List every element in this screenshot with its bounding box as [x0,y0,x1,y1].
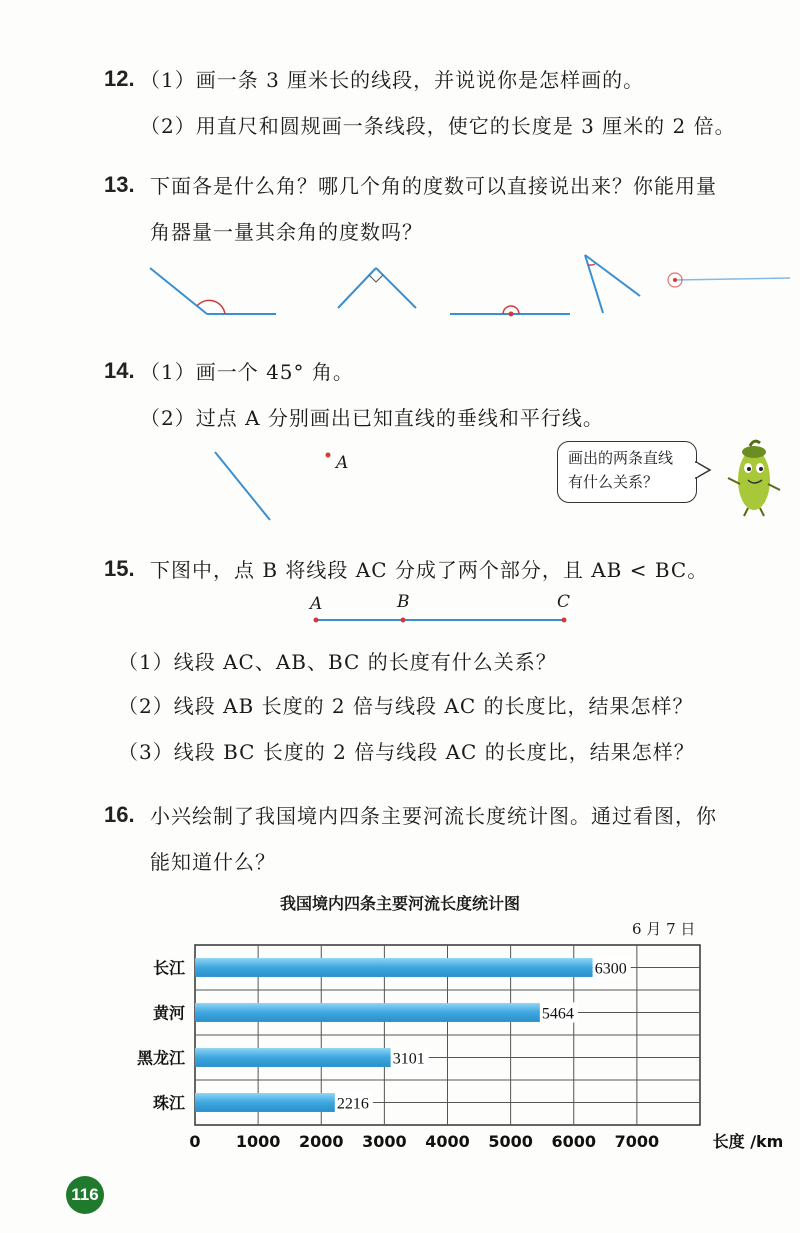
x-tick-label: 1000 [235,1132,281,1151]
x-tick-label: 4000 [425,1132,470,1151]
bar-value-label: 3101 [392,1050,425,1068]
category-label: 黄河 [152,1003,185,1023]
bar-1 [195,1003,540,1022]
q13-line1: 下面各是什么角？哪几个角的度数可以直接说出来？你能用量 [150,174,717,198]
bubble-line2: 有什么关系？ [568,473,659,491]
river-length-chart [0,940,800,1170]
x-tick-label: 7000 [614,1132,660,1151]
bubble-tail [696,462,716,482]
point-a-dot [314,618,319,623]
x-tick-label: 5000 [488,1132,533,1151]
q13-line2: 角器量一量其余角的度数吗？ [150,220,423,244]
q16-line2: 能知道什么？ [150,850,276,874]
category-label: 黑龙江 [136,1048,185,1068]
bar-2 [195,1048,391,1067]
x-tick-label: 2000 [298,1132,344,1151]
segment-label-c: C [557,592,571,612]
chart-title: 我国境内四条主要河流长度统计图 [279,894,520,913]
q14-part1: （1）画一个 45° 角。 [140,360,354,384]
bar-value-label: 6300 [594,960,627,978]
angle-figures [0,250,800,330]
obtuse-angle [150,268,276,314]
bar-value-label: 5464 [541,1005,574,1023]
right-angle [338,268,416,308]
x-tick-label: 3000 [362,1132,407,1151]
segment-ac-figure [0,612,800,632]
round-angle [668,273,790,287]
q15-number: 15. [104,556,135,581]
q12-part1: （1）画一条 3 厘米长的线段，并说说你是怎样画的。 [140,68,645,92]
q16-line1: 小兴绘制了我国境内四条主要河流长度统计图。通过看图，你 [150,804,717,828]
segment-label-a: A [310,594,323,614]
q12-number: 12. [104,66,135,91]
bar-3 [195,1093,335,1112]
point-b-dot [401,618,406,623]
category-label: 珠江 [152,1093,185,1113]
x-tick-label: 0 [189,1132,201,1151]
bar-value-label: 2216 [336,1095,369,1113]
q15-part3: （3）线段 BC 长度的 2 倍与线段 AC 的长度比，结果怎样？ [118,740,695,764]
point-a [326,453,331,458]
q16-number: 16. [104,802,135,827]
q15-part2: （2）线段 AB 长度的 2 倍与线段 AC 的长度比，结果怎样？ [118,694,694,718]
bubble-line1: 画出的两条直线 [568,449,674,467]
x-tick-label: 6000 [551,1132,597,1151]
chart-date: 6 月 7 日 [632,920,696,938]
point-a-label: A [336,453,349,473]
mascot-icon [720,438,790,518]
straight-angle [450,306,570,317]
point-c-dot [562,618,567,623]
acute-angle [585,255,640,313]
segment-label-b: B [397,592,410,612]
speech-bubble [557,441,697,503]
x-axis-label: 长度 /km [712,1132,784,1151]
page-number: 116 [66,1176,104,1214]
q14-number: 14. [104,358,135,383]
q15-intro: 下图中，点 B 将线段 AC 分成了两个部分，且 AB < BC。 [150,558,709,582]
q15-part1: （1）线段 AC、AB、BC 的长度有什么关系？ [118,650,557,674]
q13-number: 13. [104,172,135,197]
category-label: 长江 [152,958,185,978]
q14-part2: （2）过点 A 分别画出已知直线的垂线和平行线。 [140,406,604,430]
bar-0 [195,958,593,977]
q12-part2: （2）用直尺和圆规画一条线段，使它的长度是 3 厘米的 2 倍。 [140,114,736,138]
